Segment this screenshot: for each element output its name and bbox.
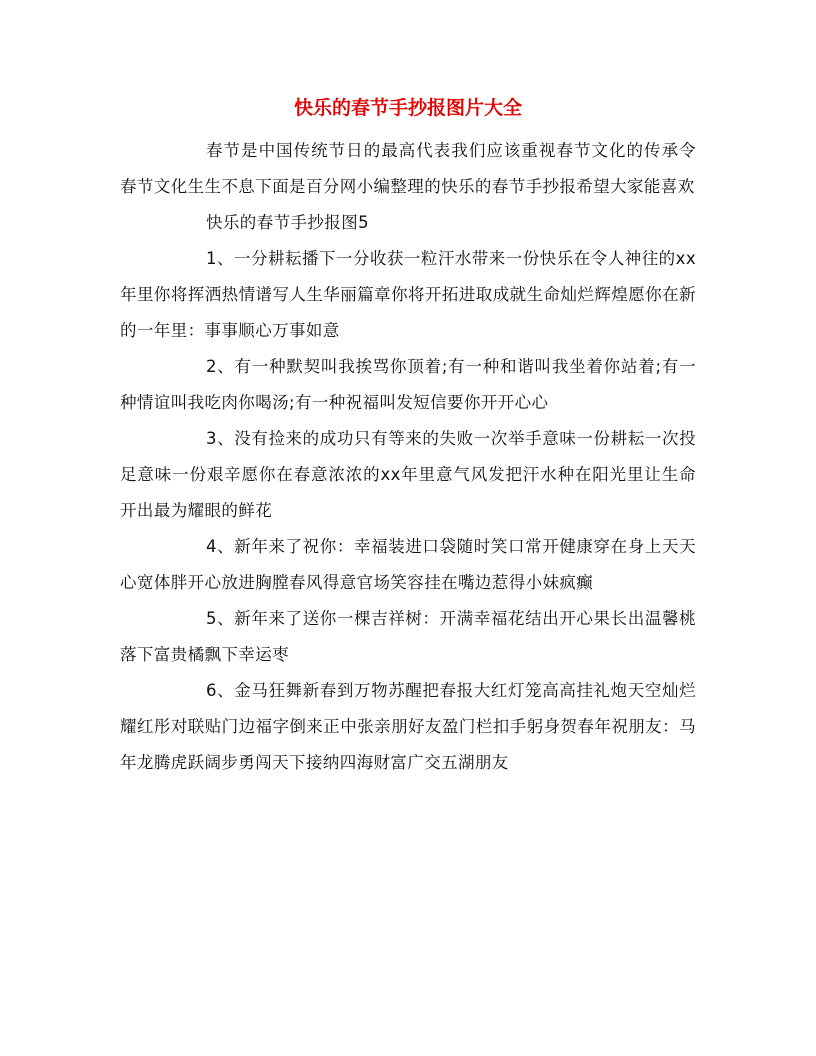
wish-paragraph-6: 6、金马狂舞新春到万物苏醒把春报大红灯笼高高挂礼炮天空灿烂耀红彤对联贴门边福字倒来正中张亲朋好友盈门栏扣手躬身贺春年祝朋友：马年龙腾虎跃阔步勇闯天下接纳四海财富广交五湖朋友 [120,681,696,772]
wish-paragraph-2: 2、有一种默契叫我挨骂你顶着;有一种和谐叫我坐着你站着;有一种情谊叫我吃肉你喝汤;有一种祝福叫发短信要你开开心心 [120,357,696,412]
document-title: 快乐的春节手抄报图片大全 [293,97,522,119]
intro-paragraph: 春节是中国传统节日的最高代表我们应该重视春节文化的传承令春节文化生生不息下面是百分网小编整理的快乐的春节手抄报希望大家能喜欢 [120,141,696,196]
wish-paragraph-5: 5、新年来了送你一棵吉祥树：开满幸福花结出开心果长出温馨桃落下富贵橘飘下幸运枣 [120,609,696,664]
subheading-paragraph: 快乐的春节手抄报图5 [206,213,369,232]
wish-paragraph-4: 4、新年来了祝你：幸福装进口袋随时笑口常开健康穿在身上天天心宽体胖开心放进胸膛春风得意官场笑容挂在嘴边惹得小妹疯癫 [120,537,696,592]
document-body [120,133,696,781]
wish-paragraph-3: 3、没有捡来的成功只有等来的失败一次举手意味一份耕耘一次投足意味一份艰辛愿你在春意浓浓的xx年里意气风发把汗水种在阳光里让生命开出最为耀眼的鲜花 [120,429,696,520]
wish-paragraph-1: 1、一分耕耘播下一分收获一粒汗水带来一份快乐在令人神往的xx年里你将挥洒热情谱写人生华丽篇章你将开拓进取成就生命灿烂辉煌愿你在新的一年里：事事顺心万事如意 [120,249,696,340]
